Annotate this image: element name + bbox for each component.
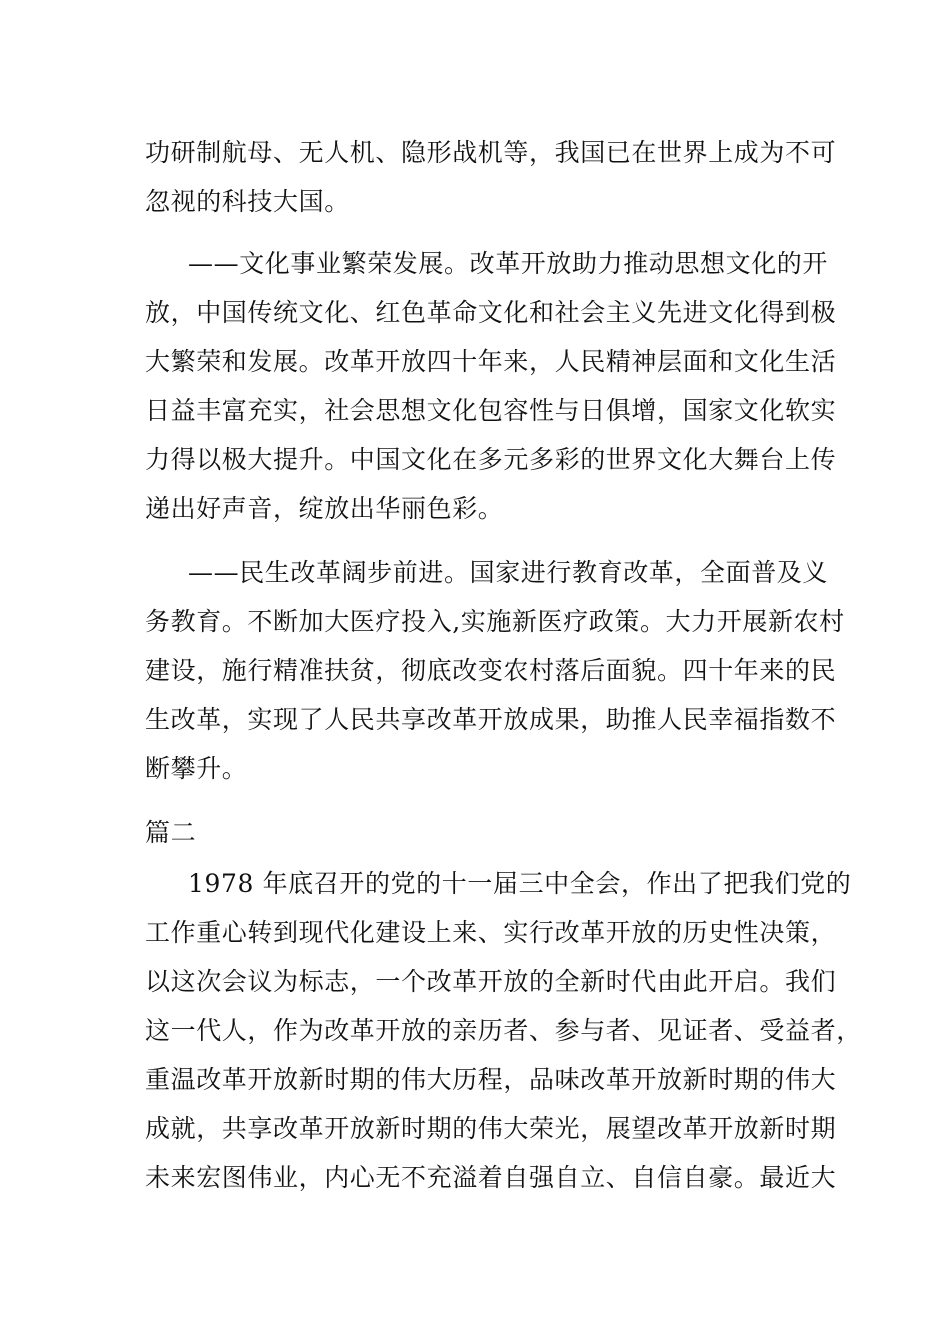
text-line: 功研制航母、无人机、隐形战机等，我国已在世界上成为不可 xyxy=(145,138,837,167)
text-line: 递出好声音，绽放出华丽色彩。 xyxy=(145,494,504,523)
text-line: 断攀升。 xyxy=(145,754,248,783)
text-line: 日益丰富充实，社会思想文化包容性与日俱增，国家文化软实 xyxy=(145,396,837,425)
text-line: 工作重心转到现代化建设上来、实行改革开放的历史性决策， xyxy=(145,918,837,947)
text-line: 以这次会议为标志，一个改革开放的全新时代由此开启。我们 xyxy=(145,967,837,996)
text-line: 这一代人，作为改革开放的亲历者、参与者、见证者、受益者， xyxy=(145,1016,862,1045)
text-line: 忽视的科技大国。 xyxy=(145,187,350,216)
text-line: 放，中国传统文化、红色革命文化和社会主义先进文化得到极 xyxy=(145,298,837,327)
paragraph-start-line: 1978 年底召开的党的十一届三中全会，作出了把我们党的 xyxy=(188,869,852,898)
text-line: 生改革，实现了人民共享改革开放成果，助推人民幸福指数不 xyxy=(145,705,837,734)
section-heading: 篇二 xyxy=(145,818,197,847)
paragraph-start-line: ——文化事业繁荣发展。改革开放助力推动思想文化的开 xyxy=(188,249,829,278)
text-line: 重温改革开放新时期的伟大历程，品味改革开放新时期的伟大 xyxy=(145,1065,837,1094)
text-line: 力得以极大提升。中国文化在多元多彩的世界文化大舞台上传 xyxy=(145,445,837,474)
text-line: 成就，共享改革开放新时期的伟大荣光，展望改革开放新时期 xyxy=(145,1114,837,1143)
text-line: 未来宏图伟业，内心无不充溢着自强自立、自信自豪。最近大 xyxy=(145,1163,837,1192)
text-line: 建设，施行精准扶贫，彻底改变农村落后面貌。四十年来的民 xyxy=(145,656,837,685)
text-line: 大繁荣和发展。改革开放四十年来，人民精神层面和文化生活 xyxy=(145,347,837,376)
paragraph-start-line: ——民生改革阔步前进。国家进行教育改革，全面普及义 xyxy=(188,558,829,587)
text-line: 务教育。不断加大医疗投入,实施新医疗政策。大力开展新农村 xyxy=(145,607,845,636)
